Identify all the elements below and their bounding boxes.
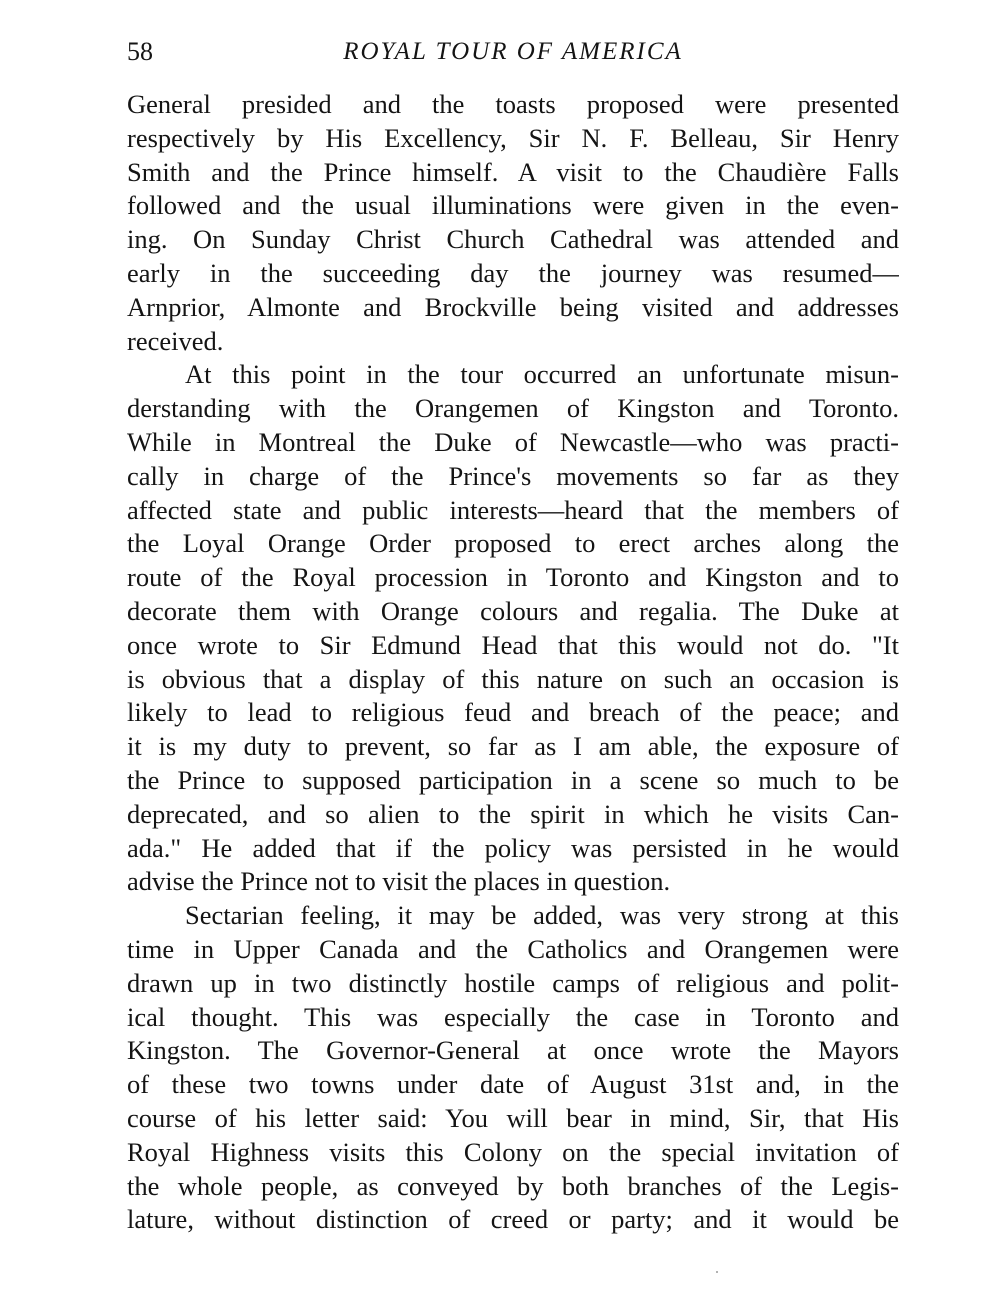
text-line: Kingston. The Governor-General at once wrote the Mayors: [127, 1035, 899, 1066]
text-line: once wrote to Sir Edmund Head that this would not do. "It: [127, 629, 899, 660]
text-line: cally in charge of the Prince's movements so far as they: [127, 460, 899, 491]
book-title: ROYAL TOUR OF AMERICA: [343, 38, 683, 65]
text-line: ing. On Sunday Christ Church Cathedral was attended and: [127, 224, 899, 255]
text-line: General presided and the toasts proposed were presented: [127, 89, 899, 119]
text-line: followed and the usual illuminations were given in the even-: [127, 190, 899, 221]
text-line: advise the Prince not to visit the places in question.: [127, 866, 671, 897]
text-line: the Loyal Orange Order proposed to erect arches along the: [127, 528, 899, 559]
text-line: is obvious that a display of this nature on such an occasion is: [127, 663, 899, 694]
text-line: it is my duty to prevent, so far as I am able, the exposure of: [127, 731, 899, 762]
text-line: received.: [127, 325, 224, 356]
text-line: lature, without distinction of creed or party; and it would be: [127, 1204, 899, 1235]
text-line: Smith and the Prince himself. A visit to the Chaudière Falls: [127, 156, 899, 187]
text-line: ada." He added that if the policy was persisted in he would: [127, 832, 899, 863]
text-line: the whole people, as conveyed by both branches of the Legis-: [127, 1170, 899, 1201]
text-line: While in Montreal the Duke of Newcastle—who was practi-: [127, 426, 899, 457]
text-line: likely to lead to religious feud and breach of the peace; and: [127, 697, 899, 728]
text-line: drawn up in two distinctly hostile camps of religious and polit-: [127, 967, 899, 998]
text-line: affected state and public interests—heard that the members of: [127, 494, 899, 525]
text-line: time in Upper Canada and the Catholics and Orangemen were: [127, 933, 899, 964]
text-line: Sectarian feeling, it may be added, was very strong at this: [185, 900, 899, 931]
text-line: course of his letter said: You will bear in mind, Sir, that His: [127, 1102, 899, 1133]
text-line: At this point in the tour occurred an unfortunate misun-: [185, 359, 899, 390]
running-head: [127, 34, 899, 70]
text-line: respectively by His Excellency, Sir N. F. Belleau, Sir Henry: [127, 122, 899, 153]
page-number: 58: [127, 37, 153, 66]
text-line: derstanding with the Orangemen of Kingston and Toronto.: [127, 393, 899, 424]
scan-speck: [716, 1271, 718, 1273]
text-line: early in the succeeding day the journey was resumed—: [127, 257, 899, 288]
text-line: Royal Highness visits this Colony on the special invitation of: [127, 1136, 899, 1167]
text-line: deprecated, and so alien to the spirit in which he visits Can-: [127, 798, 899, 829]
body-text: [127, 88, 899, 1237]
text-line: Arnprior, Almonte and Brockville being visited and addresses: [127, 291, 899, 322]
text-line: decorate them with Orange colours and regalia. The Duke at: [127, 595, 899, 626]
text-line: ical thought. This was especially the case in Toronto and: [127, 1001, 899, 1032]
text-line: route of the Royal procession in Toronto and Kingston and to: [127, 562, 899, 593]
text-line: of these two towns under date of August 31st and, in the: [127, 1069, 899, 1100]
text-line: the Prince to supposed participation in a scene so much to be: [127, 764, 899, 795]
